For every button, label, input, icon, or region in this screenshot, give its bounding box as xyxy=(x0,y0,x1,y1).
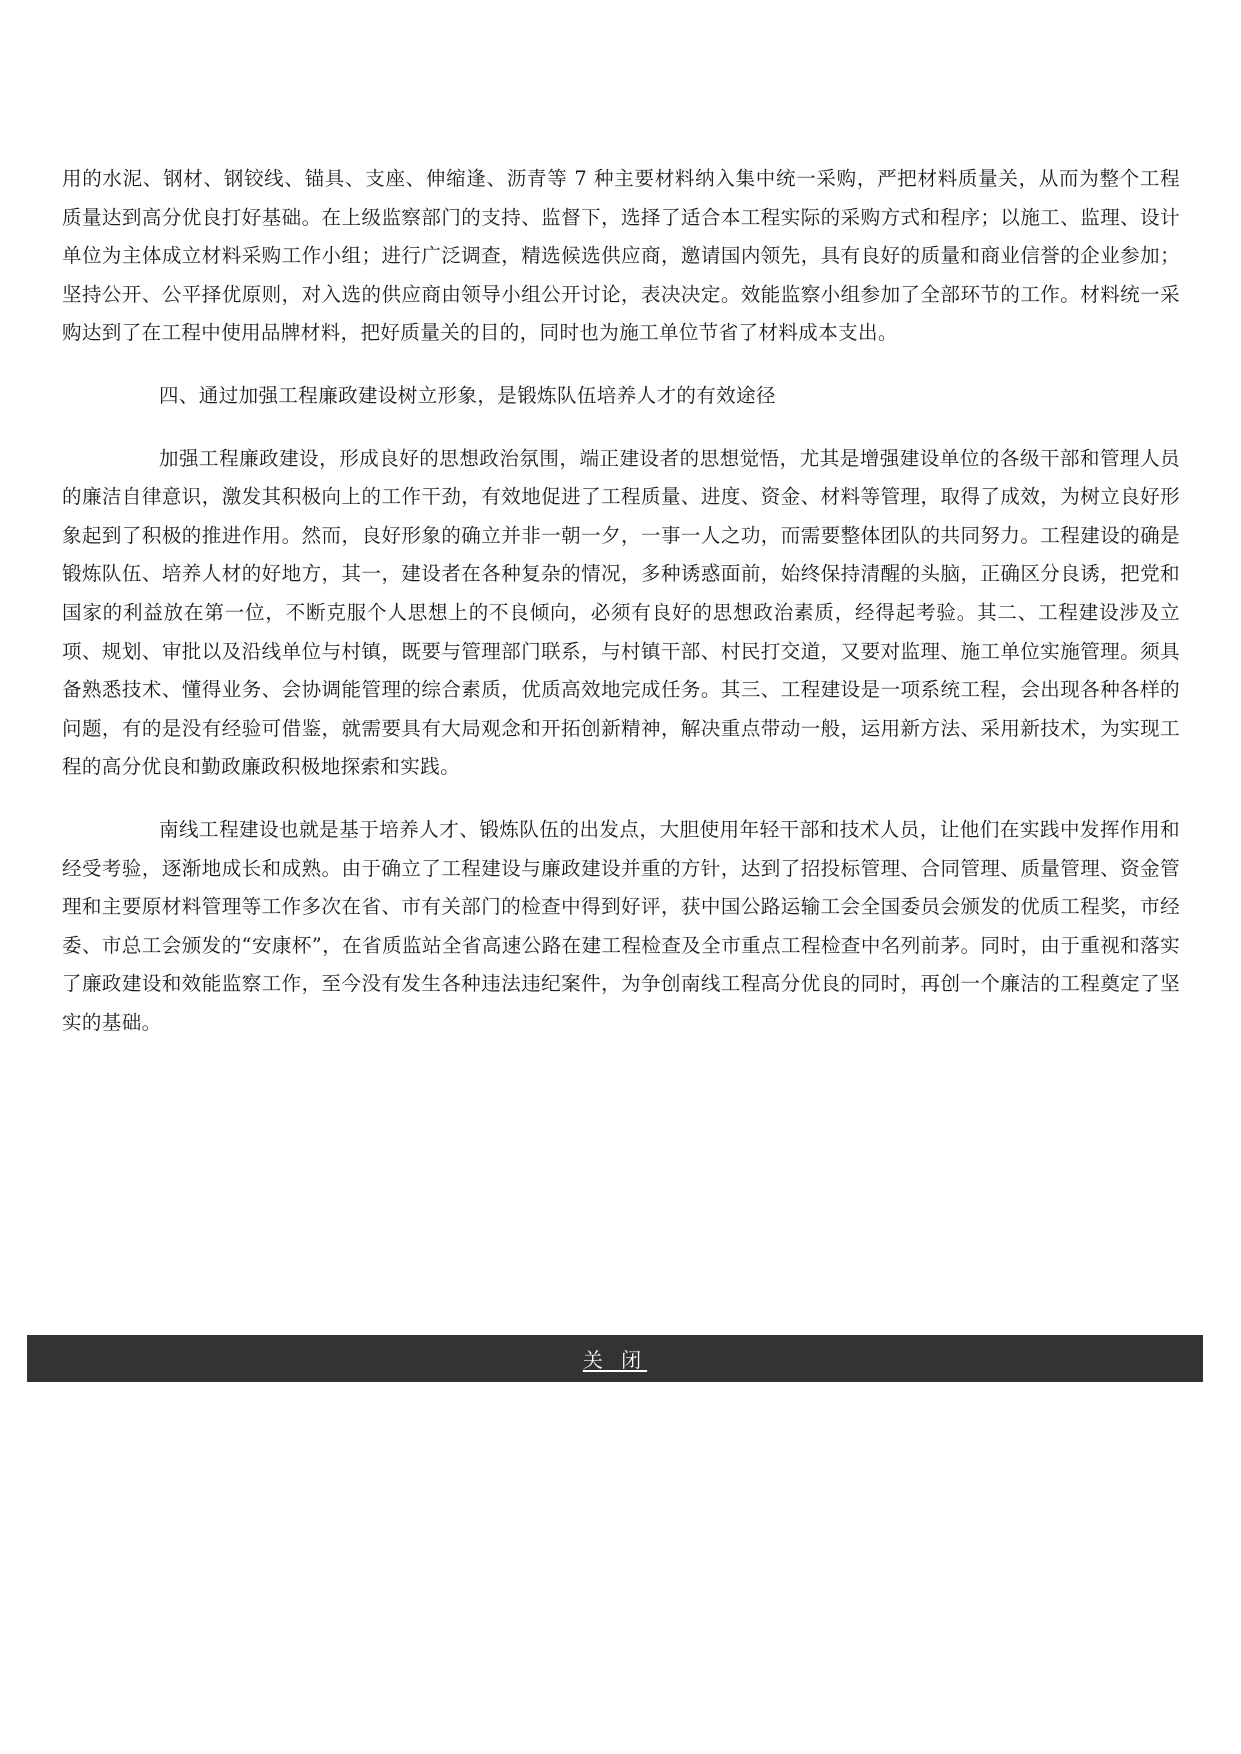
close-bar xyxy=(27,1335,1203,1382)
paragraph-integrity-building: 加强工程廉政建设，形成良好的思想政治氛围，端正建设者的思想觉悟，尤其是增强建设单位的各级干部和管理人员的廉洁自律意识，激发其积极向上的工作干劲，有效地促进了工程质量、进度、资金、材料等管理，取得了成效，为树立良好形象起到了积极的推进作用。然而，良好形象的确立并非一朝一夕，一事一人之功，而需要整体团队的共同努力。工程建设的确是锻炼队伍、培养人材的好地方，其一，建设者在各种复杂的情况，多种诱惑面前，始终保持清醒的头脑，正确区分良诱，把党和国家的利益放在第一位，不断克服个人思想上的不良倾向，必须有良好的思想政治素质，经得起考验。其二、工程建设涉及立项、规划、审批以及沿线单位与村镇，既要与管理部门联系，与村镇干部、村民打交道，又要对监理、施工单位实施管理。须具备熟悉技术、懂得业务、会协调能管理的综合素质，优质高效地完成任务。其三、工程建设是一项系统工程，会出现各种各样的问题，有的是没有经验可借鉴，就需要具有大局观念和开拓创新精神，解决重点带动一般，运用新方法、采用新技术，为实现工程的高分优良和勤政廉政积极地探索和实践。 xyxy=(62,446,1180,779)
paragraph-materials-procurement: 用的水泥、钢材、钢铰线、锚具、支座、伸缩逢、沥青等 7 种主要材料纳入集中统一采购，严把材料质量关，从而为整个工程质量达到高分优良打好基础。在上级监察部门的支持、监督下，选择了适合本工程实际的采购方式和程序；以施工、监理、设计单位为主体成立材料采购工作小组；进行广泛调查，精选候选供应商，邀请国内领先，具有良好的质量和商业信誉的企业参加；坚持公开、公平择优原则，对入选的供应商由领导小组公开讨论，表决决定。效能监察小组参加了全部环节的工作。材料统一采购达到了在工程中使用品牌材料，把好质量关的目的，同时也为施工单位节省了材料成本支出。 xyxy=(62,167,1180,345)
paragraph-south-line-project: 南线工程建设也就是基于培养人才、锻炼队伍的出发点，大胆使用年轻干部和技术人员，让他们在实践中发挥作用和经受考验，逐渐地成长和成熟。由于确立了工程建设与廉政建设并重的方针，达到了招投标管理、合同管理、质量管理、资金管理和主要原材料管理等工作多次在省、市有关部门的检查中得到好评，获中国公路运输工会全国委员会颁发的优质工程奖，市经委、市总工会颁发的“安康杯”，在省质监站全省高速公路在建工程检查及全市重点工程检查中名列前茅。同时，由于重视和落实了廉政建设和效能监察工作，至今没有发生各种违法违纪案件，为争创南线工程高分优良的同时，再创一个廉洁的工程奠定了坚实的基础。 xyxy=(62,817,1180,1034)
section-heading: 四、通过加强工程廉政建设树立形象，是锻炼队伍培养人才的有效途径 xyxy=(159,383,776,407)
article-body xyxy=(62,160,1180,1042)
close-link[interactable]: 关 闭 xyxy=(582,1348,648,1372)
